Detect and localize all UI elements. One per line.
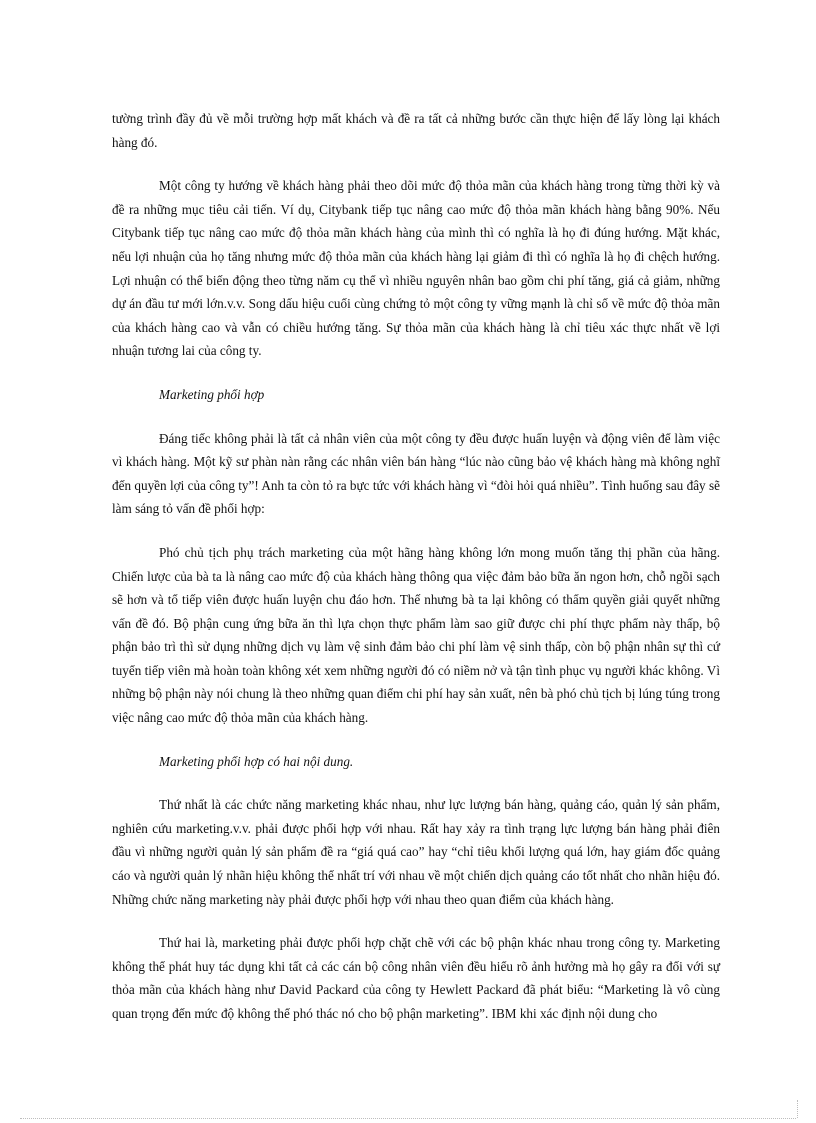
paragraph-continued: tường trình đầy đủ về mỗi trường hợp mất khách và đề ra tất cả những bước cần thực hiện để lấy lòng lại khách hàng đó. [112,111,720,150]
paragraph-first-aspect: Thứ nhất là các chức năng marketing khác nhau, như lực lượng bán hàng, quảng cáo, quản lý sản phẩm, nghiên cứu marketing.v.v. phải được phối hợp với nhau. Rất hay xảy ra tình trạng lực lượng bán hàng phải điên đầu vì những người quản lý sản phẩm đề ra “giá quá cao” hay “chỉ tiêu khối lượng quá lớn, hay giám đốc quảng cáo và người quản lý nhãn hiệu không thể nhất trí với nhau về một chiến dịch quảng cáo tốt nhất cho nhãn hiệu đó. Những chức năng marketing này phải được phối hợp với nhau theo quan điểm của khách hàng. [112,797,720,907]
section-heading-two-aspects: Marketing phối hợp có hai nội dung. [159,753,354,769]
paragraph-airline-case: Phó chủ tịch phụ trách marketing của một hãng hàng không lớn mong muốn tăng thị phần của hãng. Chiến lược của bà ta là nâng cao mức độ của khách hàng thông qua việc đảm bảo bữa ăn ngon hơn, chỗ ngồi sạch sẽ hơn và tổ tiếp viên được huấn luyện chu đáo hơn. Thế nhưng bà ta lại không có thẩm quyền giải quyết những vấn đề đó. Bộ phận cung ứng bữa ăn thì lựa chọn thực phẩm làm sao giữ được chi phí thực phẩm này thấp, bộ phận bảo trì thì sử dụng những dịch vụ làm vệ sinh đảm bảo chi phí làm vệ sinh thấp, còn bộ phận nhân sự thì cứ tuyển tiếp viên mà hoàn toàn không xét xem những người đó có niềm nở và tận tình phục vụ người khác không. Vì những bộ phận này nói chung là theo những quan điểm chi phí hay sản xuất, nên bà phó chủ tịch bị lúng túng trong việc nâng cao mức độ thỏa mãn của khách hàng. [112,544,720,726]
paragraph-employee-training: Đáng tiếc không phải là tất cả nhân viên của một công ty đều được huấn luyện và động viên để làm việc vì khách hàng. Một kỹ sư phàn nàn rằng các nhân viên bán hàng “lúc nào cũng bảo vệ khách hàng mà không nghĩ đến quyền lợi của công ty”! Anh ta còn tỏ ra bực tức với khách hàng vì “đòi hỏi quá nhiều”. Tình huống sau đây sẽ làm sáng tỏ vấn đề phối hợp: [112,430,720,517]
paragraph-second-aspect: Thứ hai là, marketing phải được phối hợp chặt chẽ với các bộ phận khác nhau trong công ty. Marketing không thể phát huy tác dụng khi tất cả các cán bộ công nhân viên đều hiểu rõ ảnh hưởng mà họ gây ra đối với sự thỏa mãn của khách hàng như David Packard của công ty Hewlett Packard đã phát biểu: “Marketing là vô cùng quan trọng đến mức độ không thể phó thác nó cho bộ phận marketing”. IBM khi xác định nội dung cho [112,935,720,1021]
document-body [112,107,720,1046]
page-corner-border [797,1100,798,1118]
paragraph-customer-satisfaction: Một công ty hướng về khách hàng phải theo dõi mức độ thỏa mãn của khách hàng trong từng thời kỳ và đề ra những mục tiêu cải tiến. Ví dụ, Citybank tiếp tục nâng cao mức độ thỏa mãn khách hàng bằng 90%. Nếu Citybank tiếp tục nâng cao mức độ thỏa mãn khách hàng của mình thì có nghĩa là họ đi đúng hướng. Mặt khác, nếu lợi nhuận của họ tăng nhưng mức độ thỏa mãn của khách hàng lại giảm đi thì có nghĩa là họ đi chệch hướng. Lợi nhuận có thể biến động theo từng năm cụ thể vì nhiều nguyên nhân bao gồm chi phí tăng, giá cả giảm, những dự án đầu tư mới lớn.v.v. Song dấu hiệu cuối cùng chứng tỏ một công ty vững mạnh là chỉ số về mức độ thỏa mãn của khách hàng cao và vẫn có chiều hướng tăng. Sự thỏa mãn của khách hàng là chỉ tiêu xác thực nhất về lợi nhuận tương lai của công ty. [112,178,720,359]
page-bottom-border [20,1118,796,1119]
section-heading-coordinated-marketing: Marketing phối hợp [159,386,265,402]
